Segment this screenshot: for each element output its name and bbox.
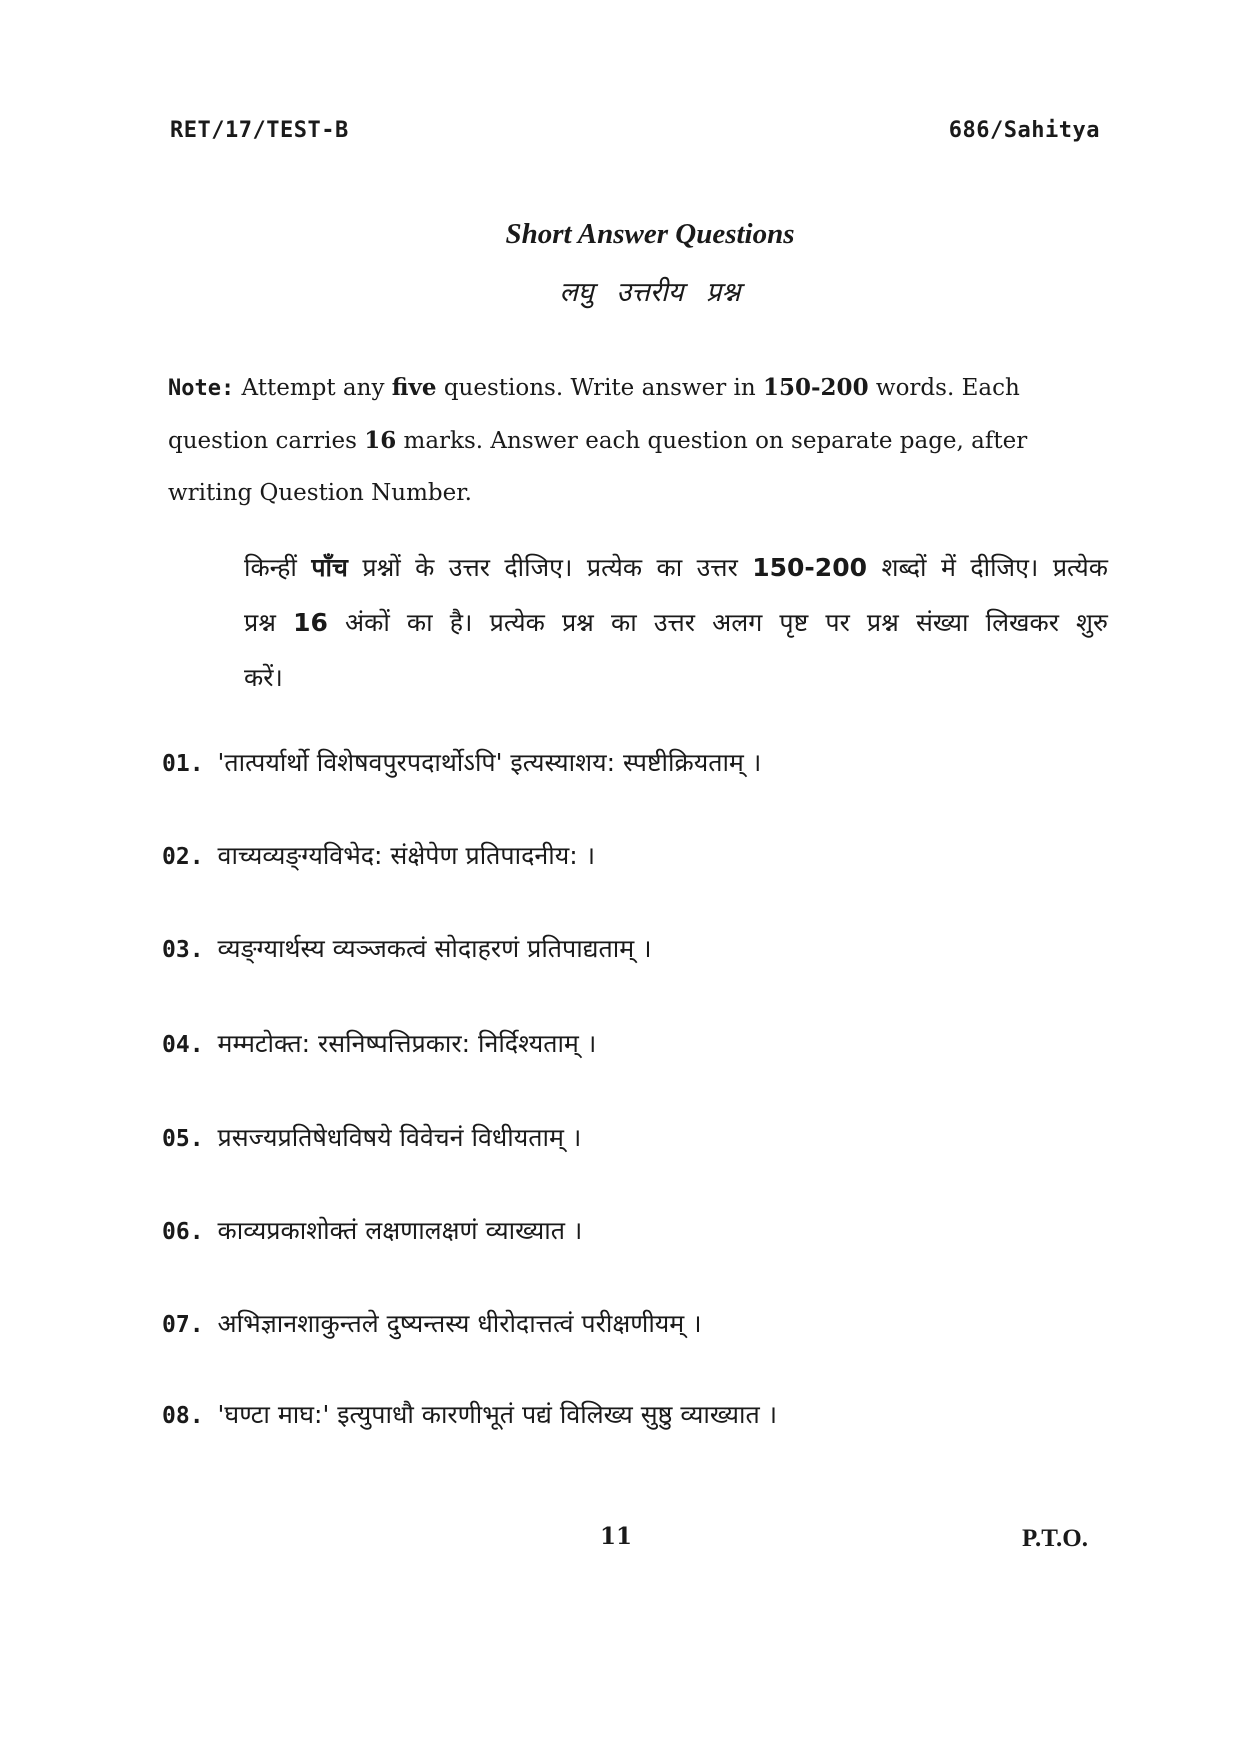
- note-text-3: words. Each question carries: [168, 375, 1020, 454]
- hindi-note-bold-marks: 16: [293, 608, 328, 637]
- question-item: [162, 931, 652, 965]
- note-text-1: Attempt any: [241, 375, 385, 401]
- question-item: [162, 1213, 582, 1247]
- note-bold-words: 150-200: [763, 374, 869, 401]
- question-text: व्यङ्ग्यार्थस्य व्यञ्जकत्वं सोदाहरणं प्रतिपाद्यताम् ।: [217, 934, 652, 963]
- question-text: मम्मटोक्त: रसनिष्पत्तिप्रकार: निर्दिश्यताम् ।: [217, 1029, 597, 1058]
- question-number: 03.: [162, 937, 204, 963]
- question-item: [162, 1120, 581, 1154]
- hindi-note-text-4: अंकों का है। प्रत्येक प्रश्न का उत्तर अलग पृष्ट पर प्रश्न संख्या लिखकर शुरु करें।: [244, 608, 1109, 692]
- note-bold-five: five: [391, 374, 437, 401]
- question-text: 'घण्टा माघ:' इत्युपाधौ कारणीभूतं पद्यं विलिख्य सुष्ठु व्याख्यात ।: [217, 1400, 778, 1429]
- hindi-note-bold-five: पाँच: [311, 553, 348, 582]
- question-number: 07.: [162, 1312, 204, 1338]
- note-text-2: questions. Write answer in: [443, 375, 756, 401]
- please-turn-over: P.T.O.: [1022, 1525, 1088, 1552]
- question-number: 01.: [162, 751, 204, 777]
- question-item: [162, 1306, 702, 1340]
- note-label: Note:: [168, 376, 235, 401]
- hindi-note-bold-words: 150-200: [752, 553, 867, 582]
- section-title: Short Answer Questions: [505, 218, 795, 250]
- question-item: [162, 838, 595, 872]
- subject-code: 686/Sahitya: [948, 118, 1100, 143]
- exam-code: RET/17/TEST-B: [170, 118, 349, 143]
- question-item: [162, 1026, 596, 1060]
- question-text: अभिज्ञानशाकुन्तले दुष्यन्तस्य धीरोदात्तत्वं परीक्षणीयम् ।: [217, 1309, 702, 1338]
- question-number: 02.: [162, 844, 204, 870]
- question-number: 06.: [162, 1219, 204, 1245]
- question-text: प्रसज्यप्रतिषेधविषये विवेचनं विधीयताम् ।: [217, 1123, 582, 1152]
- question-number: 04.: [162, 1032, 204, 1058]
- hindi-note-text-1: किन्हीं: [244, 553, 297, 582]
- section-subtitle-hindi: लघु उत्तरीय प्रश्न: [559, 277, 741, 308]
- hindi-note-text-3: शब्दों में दीजिए। प्रत्येक प्रश्न: [244, 553, 1108, 637]
- question-item: [162, 1397, 777, 1431]
- instructions-english: [168, 362, 1108, 519]
- note-bold-marks: 16: [364, 427, 397, 454]
- question-text: काव्यप्रकाशोक्तं लक्षणालक्षणं व्याख्यात ।: [217, 1216, 583, 1245]
- note-text-4: marks. Answer each question on separate page, after writing Question Number.: [168, 428, 1028, 506]
- hindi-note-text-2: प्रश्नों के उत्तर दीजिए। प्रत्येक का उत्तर: [362, 553, 738, 582]
- question-item: [162, 745, 761, 779]
- question-text: 'तात्पर्यार्थो विशेषवपुरपदार्थोऽपि' इत्यस्याशय: स्पष्टीक्रियताम् ।: [217, 748, 762, 777]
- instructions-hindi: [244, 540, 1108, 705]
- question-number: 05.: [162, 1126, 204, 1152]
- page-number: 11: [600, 1523, 633, 1550]
- question-number: 08.: [162, 1403, 204, 1429]
- question-text: वाच्यव्यङ्ग्यविभेद: संक्षेपेण प्रतिपादनीय: ।: [217, 841, 596, 870]
